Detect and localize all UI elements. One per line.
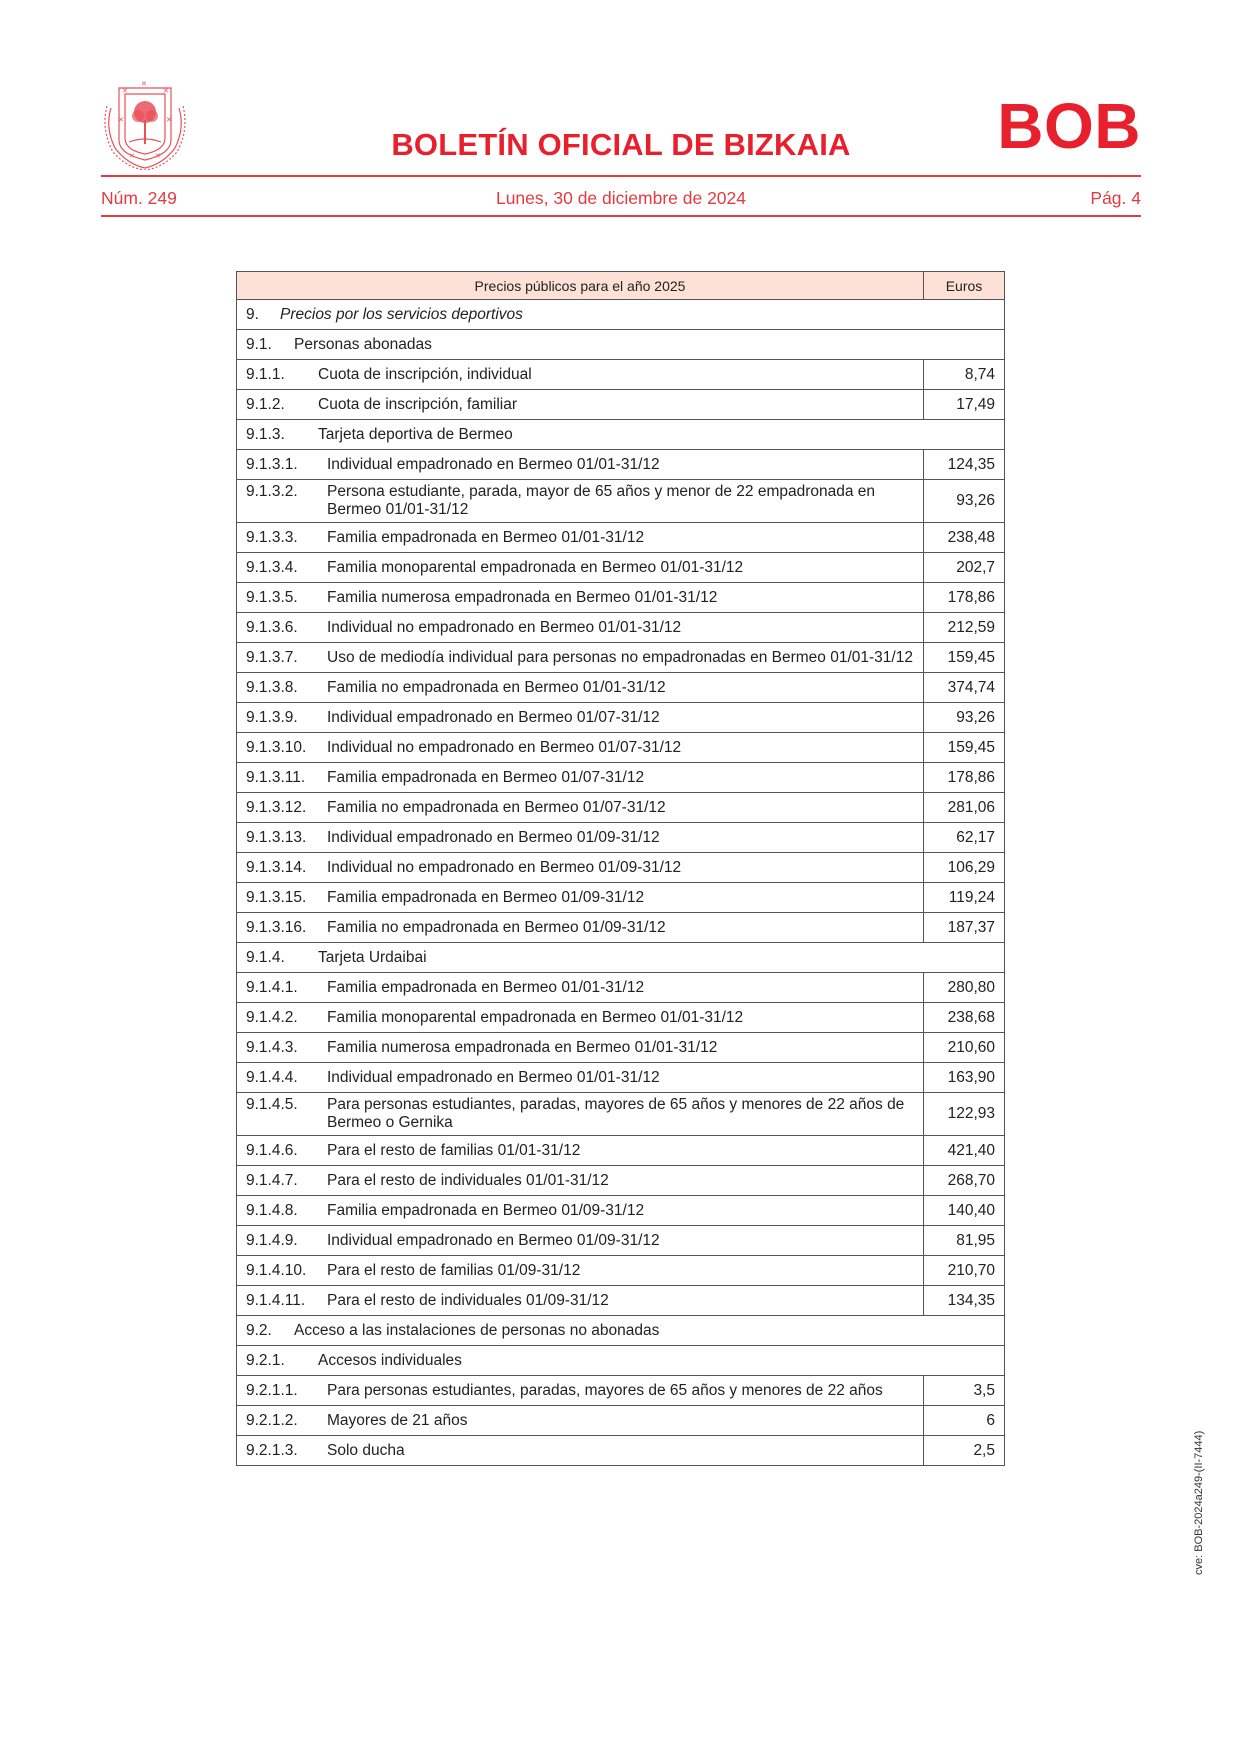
row-description-cell	[237, 853, 924, 883]
row-description-cell	[237, 823, 924, 853]
row-number: 9.1.3.7.	[246, 648, 298, 666]
bob-logo: BOB	[997, 90, 1141, 162]
row-price-cell: 3,5	[924, 1376, 1005, 1406]
table-row	[237, 1063, 1005, 1093]
row-text: Cuota de inscripción, individual	[318, 365, 532, 383]
row-description-cell	[237, 1136, 924, 1166]
row-text: Familia empadronada en Bermeo 01/09-31/12	[327, 1201, 645, 1219]
row-price-cell: 134,35	[924, 1286, 1005, 1316]
row-number: 9.1.3.14.	[246, 858, 307, 876]
row-number: 9.1.4.10.	[246, 1261, 307, 1279]
row-number: 9.1.3.5.	[246, 588, 298, 606]
table-row	[237, 360, 1005, 390]
row-text: Accesos individuales	[318, 1351, 462, 1369]
row-description-cell	[237, 643, 924, 673]
table-row	[237, 883, 1005, 913]
row-price-cell: 178,86	[924, 763, 1005, 793]
row-price-cell: 106,29	[924, 853, 1005, 883]
table-row	[237, 1376, 1005, 1406]
row-number: 9.1.4.8.	[246, 1201, 298, 1219]
table-header-row	[237, 272, 1005, 300]
row-text: Familia monoparental empadronada en Bermeo 01/01-31/12	[327, 558, 744, 576]
header-divider-bottom	[101, 215, 1141, 217]
row-text: Familia empadronada en Bermeo 01/01-31/12	[327, 978, 645, 996]
row-number: 9.1.3.3.	[246, 528, 298, 546]
row-price-cell: 238,68	[924, 1003, 1005, 1033]
table-row	[237, 523, 1005, 553]
row-description-cell	[237, 613, 924, 643]
row-text: Familia no empadronada en Bermeo 01/07-31/12	[327, 798, 666, 816]
row-text: Individual empadronado en Bermeo 01/01-31/12	[327, 1068, 660, 1086]
table-row	[237, 1093, 1005, 1136]
table-row	[237, 390, 1005, 420]
table-row	[237, 853, 1005, 883]
row-text: Para el resto de individuales 01/09-31/12	[327, 1291, 609, 1309]
row-text: Individual no empadronado en Bermeo 01/01-31/12	[327, 618, 682, 636]
row-number: 9.1.4.5.	[246, 1096, 298, 1113]
table-body	[237, 300, 1005, 1466]
page-number: Pág. 4	[1090, 188, 1141, 208]
row-number: 9.1.3.4.	[246, 558, 298, 576]
svg-text:✕: ✕	[166, 117, 172, 124]
row-text: Solo ducha	[327, 1441, 405, 1459]
row-description-cell	[237, 330, 1005, 360]
row-description-cell	[237, 1033, 924, 1063]
table-row	[237, 793, 1005, 823]
row-number: 9.1.4.4.	[246, 1068, 298, 1086]
row-number: 9.1.4.	[246, 948, 285, 966]
row-description-cell	[237, 883, 924, 913]
svg-text:✕: ✕	[141, 81, 147, 88]
page-header	[101, 72, 1141, 222]
row-price-cell: 268,70	[924, 1166, 1005, 1196]
table-row	[237, 1003, 1005, 1033]
row-text: Uso de mediodía individual para personas no empadronadas en Bermeo 01/01-31/12	[327, 648, 913, 666]
row-description-cell	[237, 1063, 924, 1093]
row-price-cell: 238,48	[924, 523, 1005, 553]
row-description-cell	[237, 1406, 924, 1436]
row-number: 9.1.3.2.	[246, 483, 298, 500]
row-text: Para personas estudiantes, paradas, mayores de 65 años y menores de 22 años	[327, 1381, 883, 1399]
row-price-cell: 421,40	[924, 1136, 1005, 1166]
table-row	[237, 480, 1005, 523]
row-number: 9.1.4.6.	[246, 1141, 298, 1159]
row-text: Familia empadronada en Bermeo 01/07-31/12	[327, 768, 645, 786]
svg-text:✕: ✕	[155, 153, 161, 160]
row-price-cell: 17,49	[924, 390, 1005, 420]
table-section-row	[237, 330, 1005, 360]
row-price-cell: 374,74	[924, 673, 1005, 703]
row-price-cell: 2,5	[924, 1436, 1005, 1466]
row-number: 9.1.3.6.	[246, 618, 298, 636]
table-section-row	[237, 1346, 1005, 1376]
row-description-cell	[237, 733, 924, 763]
row-number: 9.1.4.3.	[246, 1038, 298, 1056]
row-price-cell: 281,06	[924, 793, 1005, 823]
row-description-cell	[237, 913, 924, 943]
row-price-cell: 280,80	[924, 973, 1005, 1003]
row-price-cell: 81,95	[924, 1226, 1005, 1256]
column-header-description: Precios públicos para el año 2025	[237, 272, 924, 300]
row-text: Familia no empadronada en Bermeo 01/09-31/12	[327, 918, 666, 936]
row-description-cell	[237, 450, 924, 480]
table-row	[237, 583, 1005, 613]
row-text: Individual empadronado en Bermeo 01/09-31/12	[327, 1231, 660, 1249]
row-description-cell	[237, 703, 924, 733]
row-text: Tarjeta Urdaibai	[318, 948, 427, 966]
row-number: 9.1.	[246, 335, 272, 353]
row-price-cell: 159,45	[924, 643, 1005, 673]
row-description-cell	[237, 523, 924, 553]
row-description-cell	[237, 583, 924, 613]
row-description-cell	[237, 673, 924, 703]
column-header-euros: Euros	[924, 272, 1005, 300]
row-price-cell: 6	[924, 1406, 1005, 1436]
table-row	[237, 1033, 1005, 1063]
row-text: Individual no empadronado en Bermeo 01/09-31/12	[327, 858, 682, 876]
svg-text:✕: ✕	[118, 117, 124, 124]
row-description-cell	[237, 1166, 924, 1196]
row-text: Precios por los servicios deportivos	[280, 305, 523, 323]
row-description-cell	[237, 480, 924, 523]
table-row	[237, 1406, 1005, 1436]
table-row	[237, 703, 1005, 733]
row-text: Cuota de inscripción, familiar	[318, 395, 518, 413]
row-price-cell: 202,7	[924, 553, 1005, 583]
row-text: Acceso a las instalaciones de personas no abonadas	[294, 1321, 660, 1339]
row-text: Individual empadronado en Bermeo 01/01-31/12	[327, 455, 660, 473]
table-row	[237, 1286, 1005, 1316]
row-description-cell	[237, 793, 924, 823]
table-row	[237, 1256, 1005, 1286]
row-description-cell	[237, 1346, 1005, 1376]
row-text: Persona estudiante, parada, mayor de 65 años y menor de 22 empadronada en Bermeo 01/01-31/12	[327, 483, 876, 518]
header-divider-top	[101, 175, 1141, 177]
row-description-cell	[237, 1196, 924, 1226]
row-number: 9.1.4.9.	[246, 1231, 298, 1249]
row-text: Familia empadronada en Bermeo 01/01-31/12	[327, 528, 645, 546]
table-row	[237, 1196, 1005, 1226]
row-number: 9.1.2.	[246, 395, 285, 413]
row-text: Familia numerosa empadronada en Bermeo 01/01-31/12	[327, 588, 718, 606]
row-text: Individual no empadronado en Bermeo 01/07-31/12	[327, 738, 682, 756]
row-number: 9.1.3.16.	[246, 918, 307, 936]
row-description-cell	[237, 420, 1005, 450]
row-price-cell: 8,74	[924, 360, 1005, 390]
row-number: 9.1.4.2.	[246, 1008, 298, 1026]
row-number: 9.2.1.1.	[246, 1381, 298, 1399]
row-number: 9.1.3.12.	[246, 798, 307, 816]
row-price-cell: 122,93	[924, 1093, 1005, 1136]
table-row	[237, 1226, 1005, 1256]
svg-text:✕: ✕	[163, 88, 169, 95]
row-number: 9.1.3.15.	[246, 888, 307, 906]
table-section-row	[237, 1316, 1005, 1346]
row-text: Familia numerosa empadronada en Bermeo 01/01-31/12	[327, 1038, 718, 1056]
row-number: 9.2.1.3.	[246, 1441, 298, 1459]
row-price-cell: 124,35	[924, 450, 1005, 480]
row-description-cell	[237, 943, 1005, 973]
row-number: 9.1.3.13.	[246, 828, 307, 846]
table-row	[237, 1436, 1005, 1466]
table-row	[237, 823, 1005, 853]
table-section-row	[237, 420, 1005, 450]
table-section-row	[237, 943, 1005, 973]
svg-text:✕: ✕	[129, 153, 135, 160]
row-description-cell	[237, 1256, 924, 1286]
row-description-cell	[237, 1376, 924, 1406]
svg-text:✕: ✕	[122, 88, 128, 95]
row-description-cell	[237, 1286, 924, 1316]
row-text: Personas abonadas	[294, 335, 432, 353]
row-price-cell: 212,59	[924, 613, 1005, 643]
row-text: Familia no empadronada en Bermeo 01/01-31/12	[327, 678, 666, 696]
row-number: 9.2.1.	[246, 1351, 285, 1369]
row-number: 9.1.3.11.	[246, 768, 306, 786]
table-row	[237, 1166, 1005, 1196]
row-price-cell: 93,26	[924, 480, 1005, 523]
table-row	[237, 733, 1005, 763]
table-row	[237, 450, 1005, 480]
row-text: Individual empadronado en Bermeo 01/09-31/12	[327, 828, 660, 846]
table-row	[237, 1136, 1005, 1166]
row-price-cell: 210,70	[924, 1256, 1005, 1286]
row-number: 9.1.3.9.	[246, 708, 298, 726]
table-row	[237, 763, 1005, 793]
table-row	[237, 973, 1005, 1003]
table-row	[237, 643, 1005, 673]
row-description-cell	[237, 553, 924, 583]
row-text: Familia monoparental empadronada en Bermeo 01/01-31/12	[327, 1008, 744, 1026]
row-number: 9.1.4.7.	[246, 1171, 298, 1189]
page-title: BOLETÍN OFICIAL DE BIZKAIA	[391, 127, 851, 162]
row-number: 9.1.3.8.	[246, 678, 298, 696]
row-number: 9.1.3.	[246, 425, 285, 443]
row-description-cell	[237, 360, 924, 390]
row-description-cell	[237, 1226, 924, 1256]
row-text: Para el resto de familias 01/09-31/12	[327, 1261, 581, 1279]
table-row	[237, 553, 1005, 583]
row-number: 9.1.3.1.	[246, 455, 298, 473]
row-price-cell: 140,40	[924, 1196, 1005, 1226]
row-price-cell: 187,37	[924, 913, 1005, 943]
row-description-cell	[237, 1316, 1005, 1346]
row-price-cell: 119,24	[924, 883, 1005, 913]
row-price-cell: 163,90	[924, 1063, 1005, 1093]
table-section-row	[237, 300, 1005, 330]
row-price-cell: 62,17	[924, 823, 1005, 853]
row-text: Tarjeta deportiva de Bermeo	[318, 425, 513, 443]
publication-date: Lunes, 30 de diciembre de 2024	[495, 188, 747, 208]
row-number: 9.2.1.2.	[246, 1411, 298, 1429]
issue-number: Núm. 249	[101, 188, 177, 208]
row-text: Para el resto de individuales 01/01-31/12	[327, 1171, 609, 1189]
row-description-cell	[237, 973, 924, 1003]
row-description-cell	[237, 1093, 924, 1136]
row-number: 9.1.1.	[246, 365, 285, 383]
row-description-cell	[237, 300, 1005, 330]
row-text: Individual empadronado en Bermeo 01/07-31/12	[327, 708, 660, 726]
row-text: Mayores de 21 años	[327, 1411, 468, 1429]
table-row	[237, 913, 1005, 943]
row-price-cell: 210,60	[924, 1033, 1005, 1063]
cve-code: cve: BOB-2024a249-(II-7444)	[1193, 1430, 1205, 1575]
row-description-cell	[237, 1003, 924, 1033]
row-price-cell: 93,26	[924, 703, 1005, 733]
row-description-cell	[237, 1436, 924, 1466]
table-row	[237, 613, 1005, 643]
row-text: Para personas estudiantes, paradas, mayores de 65 años y menores de 22 años de Bermeo o Gernika	[327, 1096, 905, 1131]
prices-table	[236, 271, 1005, 1466]
row-description-cell	[237, 763, 924, 793]
row-number: 9.2.	[246, 1321, 272, 1339]
row-number: 9.1.3.10.	[246, 738, 307, 756]
row-text: Para el resto de familias 01/01-31/12	[327, 1141, 581, 1159]
row-number: 9.1.4.11.	[246, 1291, 306, 1309]
row-price-cell: 178,86	[924, 583, 1005, 613]
row-number: 9.1.4.1.	[246, 978, 298, 996]
row-description-cell	[237, 390, 924, 420]
row-text: Familia empadronada en Bermeo 01/09-31/12	[327, 888, 645, 906]
table-row	[237, 673, 1005, 703]
row-number: 9.	[246, 305, 259, 323]
row-price-cell: 159,45	[924, 733, 1005, 763]
